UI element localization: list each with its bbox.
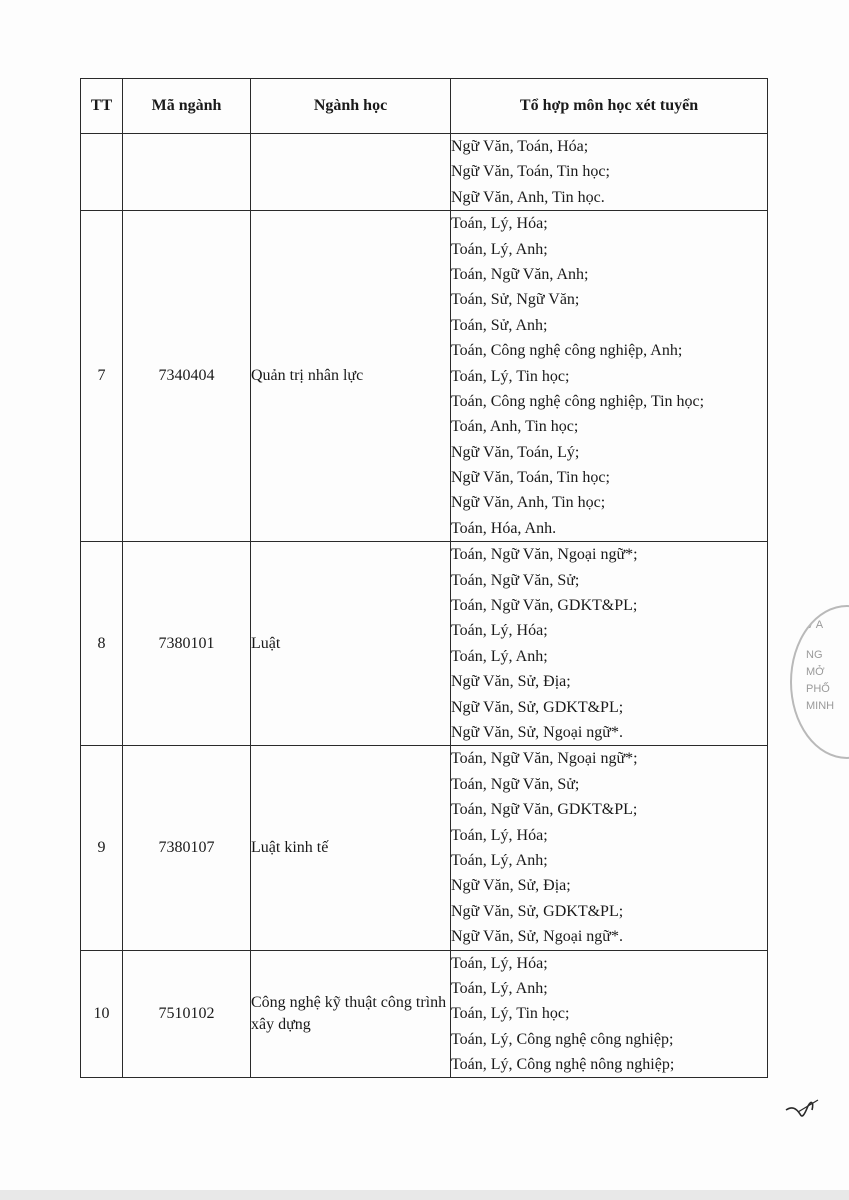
- table-row: [81, 211, 768, 542]
- header-tt: TT: [81, 79, 123, 134]
- cell-tt: 8: [81, 542, 123, 746]
- combo-line: Ngữ Văn, Toán, Hóa;: [451, 138, 589, 155]
- combo-line: Toán, Lý, Hóa;: [451, 622, 548, 640]
- combo-line: Ngữ Văn, Sử, Địa;: [451, 877, 571, 895]
- combo-line: Toán, Ngữ Văn, Sử;: [451, 775, 580, 793]
- combo-line: Ngữ Văn, Sử, GDKT&PL;: [451, 902, 624, 920]
- cell-combos: [451, 211, 768, 542]
- combo-line: Toán, Sử, Anh;: [451, 316, 548, 334]
- cell-tt: 10: [81, 950, 123, 1078]
- signature-mark: [784, 1096, 824, 1124]
- combo-line: Toán, Công nghệ công nghiệp, Anh;: [451, 342, 683, 360]
- table-row: [81, 746, 768, 950]
- cell-combos: [451, 134, 768, 211]
- combo-line: Ngữ Văn, Sử, Ngoại ngữ*.: [451, 723, 623, 741]
- cell-major: Luật: [251, 542, 451, 746]
- combo-line: Ngữ Văn, Anh, Tin học.: [451, 188, 605, 206]
- cell-code: 7380101: [123, 542, 251, 746]
- combo-line: Toán, Lý, Tin học;: [451, 367, 570, 385]
- combo-line: Toán, Lý, Hóa;: [451, 826, 548, 844]
- seal-text: MỞ: [806, 666, 825, 678]
- cell-major: [251, 134, 451, 211]
- admissions-table: [80, 78, 768, 1078]
- header-major: Ngành học: [251, 79, 451, 134]
- combo-line: Toán, Lý, Tin học;: [451, 1005, 570, 1023]
- cell-major: Quản trị nhân lực: [251, 211, 451, 542]
- combo-line: Toán, Lý, Công nghệ công nghiệp;: [451, 1030, 674, 1048]
- combo-line: Ngữ Văn, Anh, Tin học;: [451, 494, 606, 512]
- combo-line: Ngữ Văn, Toán, Tin học;: [451, 469, 610, 487]
- cell-combos: [451, 746, 768, 950]
- combo-line: Toán, Ngữ Văn, GDKT&PL;: [451, 597, 638, 615]
- table-row: [81, 134, 768, 211]
- combo-line: Ngữ Văn, Toán, Lý;: [451, 443, 580, 461]
- combo-line: Toán, Ngữ Văn, Sử;: [451, 571, 580, 589]
- cell-code: 7380107: [123, 746, 251, 950]
- combo-line: Toán, Lý, Hóa;: [451, 954, 548, 972]
- table-row: [81, 542, 768, 746]
- header-code: Mã ngành: [123, 79, 251, 134]
- cell-code: [123, 134, 251, 211]
- seal-text: V A: [806, 619, 824, 631]
- combo-line: Toán, Hóa, Anh.: [451, 519, 557, 537]
- combo-line: Toán, Công nghệ công nghiệp, Tin học;: [451, 392, 705, 410]
- seal-text: NG: [806, 649, 823, 661]
- combo-line: Toán, Lý, Anh;: [451, 851, 548, 869]
- header-combos: Tổ hợp môn học xét tuyển: [451, 79, 768, 134]
- seal-text: PHỐ: [806, 683, 830, 695]
- cell-combos: [451, 542, 768, 746]
- combo-line: Toán, Anh, Tin học;: [451, 418, 579, 436]
- seal-text: MINH: [806, 700, 835, 712]
- combo-line: Toán, Ngữ Văn, Ngoại ngữ*;: [451, 546, 638, 564]
- table-row: [81, 950, 768, 1078]
- cell-tt: 9: [81, 746, 123, 950]
- combo-line: Toán, Ngữ Văn, Anh;: [451, 265, 589, 283]
- scan-bottom-edge: [0, 1190, 849, 1200]
- combo-line: Ngữ Văn, Sử, GDKT&PL;: [451, 698, 624, 716]
- combo-line: Toán, Lý, Hóa;: [451, 215, 548, 233]
- cell-combos: [451, 950, 768, 1078]
- combo-line: Toán, Ngữ Văn, GDKT&PL;: [451, 801, 638, 819]
- combo-line: Toán, Lý, Anh;: [451, 647, 548, 665]
- combo-line: Toán, Lý, Anh;: [451, 240, 548, 258]
- combo-line: Toán, Ngữ Văn, Ngoại ngữ*;: [451, 750, 638, 768]
- combo-line: Ngữ Văn, Toán, Tin học;: [451, 163, 610, 181]
- combo-line: Toán, Sử, Ngữ Văn;: [451, 291, 580, 309]
- combo-line: Ngữ Văn, Sử, Địa;: [451, 673, 571, 691]
- table-header-row: [81, 79, 768, 134]
- cell-code: 7510102: [123, 950, 251, 1078]
- combo-line: Ngữ Văn, Sử, Ngoại ngữ*.: [451, 928, 623, 946]
- cell-tt: [81, 134, 123, 211]
- cell-tt: 7: [81, 211, 123, 542]
- cell-code: 7340404: [123, 211, 251, 542]
- combo-line: Toán, Lý, Công nghệ nông nghiệp;: [451, 1056, 675, 1074]
- cell-major: Công nghệ kỹ thuật công trình xây dựng: [251, 950, 451, 1078]
- combo-line: Toán, Lý, Anh;: [451, 979, 548, 997]
- cell-major: Luật kinh tế: [251, 746, 451, 950]
